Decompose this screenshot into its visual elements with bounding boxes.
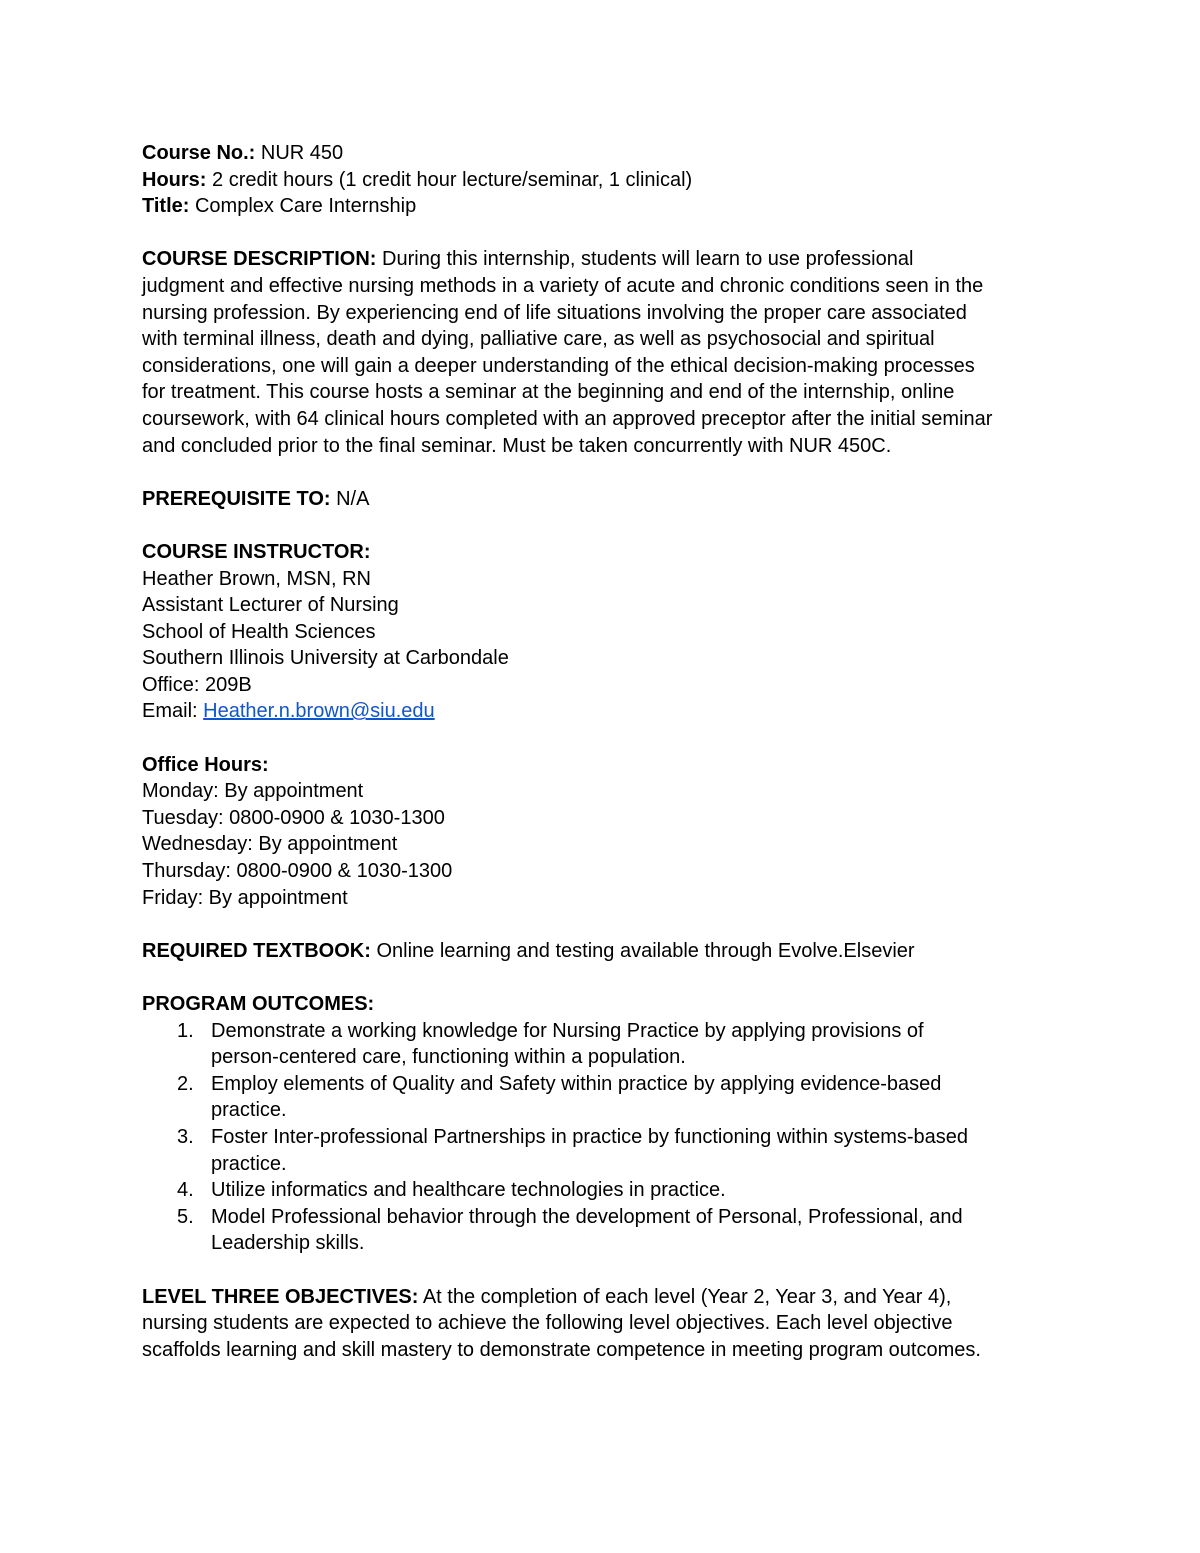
course-description-text: nursing profession. By experiencing end of life situations involving the proper care associated [142, 301, 967, 324]
office-hours-day: Tuesday: 0800-0900 & 1030-1300 [142, 806, 445, 829]
list-item-number: 2. [177, 1072, 194, 1095]
level-three-objectives-text: scaffolds learning and skill mastery to demonstrate competence in meeting program outcomes. [142, 1338, 981, 1361]
course-description-text: judgment and effective nursing methods in a variety of acute and chronic conditions seen in the [142, 274, 984, 297]
course-number-line [142, 140, 1072, 167]
office-hours-label: Office Hours: [142, 753, 269, 776]
list-item [142, 1018, 1072, 1071]
course-description-text: considerations, one will gain a deeper understanding of the ethical decision-making processes [142, 354, 975, 377]
office-hours-day: Wednesday: By appointment [142, 833, 398, 856]
course-description-text: During this internship, students will learn to use professional [376, 248, 914, 271]
prerequisite-value: N/A [330, 487, 370, 510]
instructor-university: Southern Illinois University at Carbondale [142, 647, 509, 670]
instructor-office: Office: 209B [142, 673, 252, 696]
course-description-text: and concluded prior to the final seminar. Must be taken concurrently with NUR 450C. [142, 434, 892, 457]
list-item-number: 3. [177, 1125, 194, 1148]
list-item [142, 1071, 1072, 1124]
list-item-text: Demonstrate a working knowledge for Nursing Practice by applying provisions of [211, 1019, 924, 1042]
title-line [142, 193, 1072, 220]
course-instructor-label: COURSE INSTRUCTOR: [142, 540, 371, 563]
list-item-text: Model Professional behavior through the development of Personal, Professional, and [211, 1205, 963, 1228]
level-three-objectives-label: LEVEL THREE OBJECTIVES: [142, 1285, 419, 1308]
course-description [142, 246, 1072, 459]
list-item-text: Leadership skills. [211, 1232, 365, 1255]
instructor-school: School of Health Sciences [142, 620, 376, 643]
course-number-label: Course No.: [142, 142, 256, 164]
program-outcomes [142, 991, 1072, 1257]
instructor-email-label: Email: [142, 700, 204, 723]
list-item [142, 1124, 1072, 1177]
program-outcomes-list [142, 1018, 1072, 1257]
hours-line [142, 167, 1072, 194]
office-hours [142, 752, 1072, 912]
prerequisite-line [142, 486, 1072, 513]
list-item-text: practice. [211, 1152, 287, 1175]
program-outcomes-label: PROGRAM OUTCOMES: [142, 993, 375, 1015]
list-item-text: Employ elements of Quality and Safety within practice by applying evidence-based [211, 1072, 942, 1095]
title-value: Complex Care Internship [189, 195, 417, 218]
list-item-number: 5. [177, 1205, 194, 1228]
instructor-email-link[interactable]: Heather.n.brown@siu.edu [203, 700, 435, 723]
office-hours-day: Monday: By appointment [142, 780, 364, 803]
list-item-number: 1. [177, 1019, 194, 1042]
instructor-position: Assistant Lecturer of Nursing [142, 594, 399, 617]
list-item-text: Utilize informatics and healthcare technologies in practice. [211, 1179, 726, 1202]
course-description-text: coursework, with 64 clinical hours completed with an approved preceptor after the initial seminar [142, 407, 993, 430]
prerequisite-label: PREREQUISITE TO: [142, 487, 331, 510]
hours-value: 2 credit hours (1 credit hour lecture/seminar, 1 clinical) [206, 168, 693, 191]
instructor-name: Heather Brown, MSN, RN [142, 567, 371, 590]
office-hours-day: Thursday: 0800-0900 & 1030-1300 [142, 860, 453, 883]
level-three-objectives-text: At the completion of each level (Year 2, Year 3, and Year 4), [418, 1285, 952, 1308]
list-item-text: practice. [211, 1099, 287, 1122]
course-instructor [142, 539, 1072, 725]
title-label: Title: [142, 195, 190, 218]
course-number-value: NUR 450 [255, 142, 344, 164]
hours-label: Hours: [142, 168, 207, 191]
list-item-text: Foster Inter-professional Partnerships in practice by functioning within systems-based [211, 1125, 969, 1148]
instructor-email-line [142, 698, 1072, 725]
course-description-label: COURSE DESCRIPTION: [142, 248, 377, 271]
list-item-number: 4. [177, 1179, 194, 1202]
level-three-objectives-text: nursing students are expected to achieve the following level objectives. Each level objective [142, 1312, 953, 1335]
required-textbook-label: REQUIRED TEXTBOOK: [142, 939, 371, 962]
list-item [142, 1204, 1072, 1257]
required-textbook-value: Online learning and testing available through Evolve.Elsevier [370, 939, 915, 962]
course-description-text: with terminal illness, death and dying, palliative care, as well as psychosocial and spiritual [142, 328, 935, 351]
syllabus-page [142, 140, 1072, 1363]
office-hours-day: Friday: By appointment [142, 886, 348, 909]
course-description-text: for treatment. This course hosts a seminar at the beginning and end of the internship, online [142, 381, 955, 404]
list-item-text: person-centered care, functioning within a population. [211, 1046, 686, 1069]
level-three-objectives [142, 1284, 1072, 1364]
list-item [142, 1177, 1072, 1204]
required-textbook-line [142, 938, 1072, 965]
